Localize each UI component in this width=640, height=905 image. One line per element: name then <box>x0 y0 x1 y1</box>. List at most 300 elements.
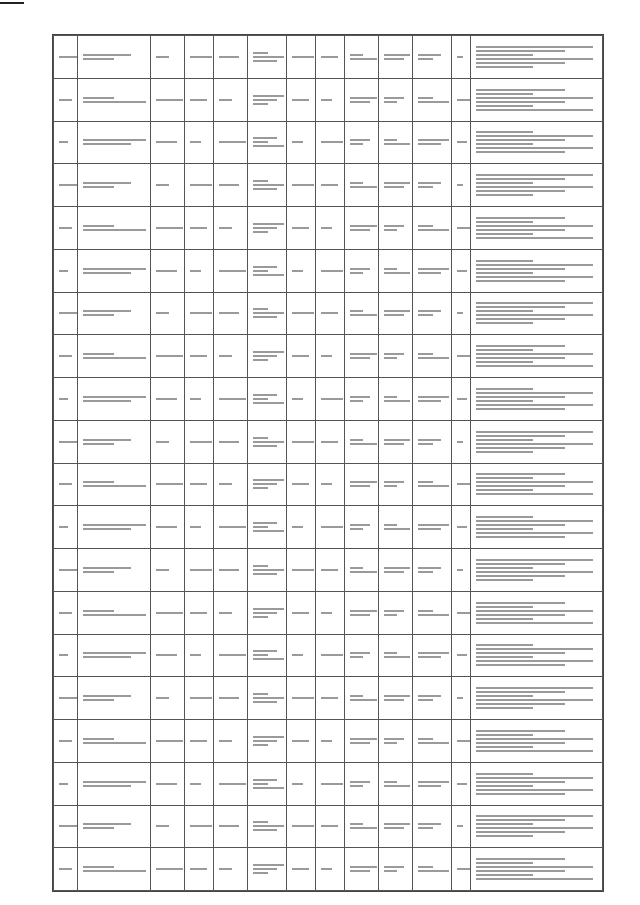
table-cell <box>214 420 248 463</box>
table-cell <box>470 677 602 720</box>
text-placeholder <box>321 783 343 785</box>
table-row <box>54 36 603 79</box>
table-row <box>54 591 603 634</box>
table-cell <box>185 506 214 549</box>
text-placeholder <box>418 656 442 658</box>
text-placeholder <box>321 270 343 272</box>
text-placeholder <box>219 783 246 785</box>
table-cell <box>451 720 470 763</box>
table-cell <box>412 506 451 549</box>
table-cell <box>451 249 470 292</box>
table-cell <box>286 292 315 335</box>
text-placeholder <box>156 740 183 742</box>
text-placeholder <box>83 225 114 227</box>
text-placeholder <box>59 783 68 785</box>
table-cell <box>151 207 185 250</box>
text-placeholder <box>59 569 77 571</box>
table-cell <box>344 249 378 292</box>
text-placeholder <box>384 528 411 530</box>
table-cell <box>78 164 151 207</box>
table-cell <box>378 164 412 207</box>
text-placeholder <box>83 139 146 141</box>
table-cell <box>470 207 602 250</box>
text-placeholder <box>476 489 533 491</box>
table-cell <box>185 335 214 378</box>
text-placeholder <box>476 178 565 180</box>
text-placeholder <box>384 443 404 445</box>
text-placeholder <box>384 823 411 825</box>
table-cell <box>286 848 315 891</box>
text-placeholder <box>476 579 533 581</box>
text-placeholder <box>476 695 533 697</box>
text-placeholder <box>292 56 314 58</box>
table-cell <box>451 335 470 378</box>
table-cell <box>286 762 315 805</box>
text-placeholder <box>321 184 338 186</box>
table-cell <box>344 591 378 634</box>
text-placeholder <box>418 699 433 701</box>
table-cell <box>54 591 78 634</box>
table-cell <box>151 36 185 79</box>
text-placeholder <box>219 740 232 742</box>
text-placeholder <box>350 738 377 740</box>
table-cell <box>248 78 287 121</box>
table-cell <box>315 506 344 549</box>
table-cell <box>344 506 378 549</box>
text-placeholder <box>476 365 593 367</box>
text-placeholder <box>418 186 433 188</box>
table-cell <box>78 420 151 463</box>
table-cell <box>248 463 287 506</box>
text-placeholder <box>457 740 470 742</box>
text-placeholder <box>83 54 131 56</box>
text-placeholder <box>384 310 411 312</box>
text-placeholder <box>292 141 303 143</box>
table-cell <box>451 506 470 549</box>
text-placeholder <box>384 610 404 612</box>
text-placeholder <box>476 268 565 270</box>
table-cell <box>185 249 214 292</box>
table-cell <box>286 677 315 720</box>
text-placeholder <box>253 316 277 318</box>
table-cell <box>151 463 185 506</box>
text-placeholder <box>321 312 338 314</box>
table-cell <box>470 36 602 79</box>
text-placeholder <box>418 58 433 60</box>
text-placeholder <box>384 656 411 658</box>
text-placeholder <box>384 481 404 483</box>
text-placeholder <box>321 398 343 400</box>
text-placeholder <box>476 866 593 868</box>
text-placeholder <box>476 353 593 355</box>
table-cell <box>451 292 470 335</box>
text-placeholder <box>156 483 183 485</box>
text-placeholder <box>476 435 565 437</box>
text-placeholder <box>219 312 239 314</box>
text-placeholder <box>476 143 533 145</box>
table-cell <box>54 805 78 848</box>
table-cell <box>344 549 378 592</box>
table-cell <box>412 378 451 421</box>
text-placeholder <box>476 217 565 219</box>
text-placeholder <box>219 227 232 229</box>
table-cell <box>378 121 412 164</box>
text-placeholder <box>156 868 183 870</box>
text-placeholder <box>292 740 309 742</box>
text-placeholder <box>83 866 114 868</box>
text-placeholder <box>418 870 449 872</box>
text-placeholder <box>350 97 377 99</box>
text-placeholder <box>321 441 338 443</box>
text-placeholder <box>253 103 268 105</box>
table-cell <box>286 207 315 250</box>
table-cell <box>54 549 78 592</box>
text-placeholder <box>476 237 593 239</box>
table-cell <box>451 549 470 592</box>
text-placeholder <box>418 528 442 530</box>
table-cell <box>315 805 344 848</box>
table-cell <box>470 78 602 121</box>
text-placeholder <box>253 308 268 310</box>
text-placeholder <box>350 225 377 227</box>
table-cell <box>78 720 151 763</box>
text-placeholder <box>219 398 246 400</box>
table-cell <box>185 378 214 421</box>
text-placeholder <box>59 141 68 143</box>
text-placeholder <box>321 99 332 101</box>
text-placeholder <box>476 396 565 398</box>
table-cell <box>412 207 451 250</box>
text-placeholder <box>476 567 533 569</box>
table-cell <box>412 420 451 463</box>
text-placeholder <box>156 783 176 785</box>
text-placeholder <box>457 56 463 58</box>
text-placeholder <box>253 188 277 190</box>
text-placeholder <box>384 781 397 783</box>
table-cell <box>470 292 602 335</box>
text-placeholder <box>83 528 131 530</box>
text-placeholder <box>253 60 277 62</box>
text-placeholder <box>476 310 533 312</box>
table-cell <box>378 805 412 848</box>
table-cell <box>248 634 287 677</box>
text-placeholder <box>476 357 565 359</box>
table-cell <box>185 549 214 592</box>
text-placeholder <box>418 738 433 740</box>
table-cell <box>315 378 344 421</box>
text-placeholder <box>190 612 207 614</box>
table-cell <box>214 463 248 506</box>
text-placeholder <box>476 878 593 880</box>
text-placeholder <box>321 141 343 143</box>
text-placeholder <box>253 137 277 139</box>
text-placeholder <box>457 569 463 571</box>
text-placeholder <box>384 571 404 573</box>
table-cell <box>412 249 451 292</box>
text-placeholder <box>253 441 284 443</box>
text-placeholder <box>476 563 565 565</box>
table-cell <box>451 164 470 207</box>
table-cell <box>151 762 185 805</box>
text-placeholder <box>190 99 207 101</box>
table-cell <box>344 36 378 79</box>
table-cell <box>78 207 151 250</box>
text-placeholder <box>59 270 68 272</box>
text-placeholder <box>253 312 284 314</box>
table-cell <box>451 378 470 421</box>
text-placeholder <box>476 750 593 752</box>
text-placeholder <box>384 439 411 441</box>
text-placeholder <box>156 441 169 443</box>
table-cell <box>214 762 248 805</box>
text-placeholder <box>350 656 363 658</box>
table-cell <box>185 848 214 891</box>
table-cell <box>315 249 344 292</box>
text-placeholder <box>253 95 284 97</box>
text-placeholder <box>418 54 442 56</box>
text-placeholder <box>292 697 314 699</box>
text-placeholder <box>418 571 433 573</box>
text-placeholder <box>384 567 411 569</box>
text-placeholder <box>476 571 593 573</box>
table-cell <box>248 549 287 592</box>
table-cell <box>315 78 344 121</box>
text-placeholder <box>476 400 533 402</box>
text-placeholder <box>384 101 397 103</box>
text-placeholder <box>59 612 72 614</box>
text-placeholder <box>418 400 442 402</box>
text-placeholder <box>350 742 370 744</box>
text-placeholder <box>418 481 433 483</box>
text-placeholder <box>350 229 370 231</box>
text-placeholder <box>476 186 593 188</box>
text-placeholder <box>457 868 470 870</box>
table-cell <box>315 420 344 463</box>
text-placeholder <box>418 101 449 103</box>
text-placeholder <box>253 740 277 742</box>
text-placeholder <box>350 485 370 487</box>
table-cell <box>214 249 248 292</box>
text-placeholder <box>384 524 397 526</box>
text-placeholder <box>418 610 433 612</box>
text-placeholder <box>476 182 533 184</box>
text-placeholder <box>253 437 268 439</box>
text-placeholder <box>253 355 277 357</box>
text-placeholder <box>253 394 277 396</box>
table-cell <box>78 249 151 292</box>
text-placeholder <box>476 447 565 449</box>
text-placeholder <box>476 648 593 650</box>
table-cell <box>248 36 287 79</box>
text-placeholder <box>384 186 404 188</box>
text-placeholder <box>476 536 565 538</box>
text-placeholder <box>384 866 404 868</box>
text-placeholder <box>457 612 470 614</box>
text-placeholder <box>476 606 533 608</box>
table-cell <box>214 805 248 848</box>
text-placeholder <box>350 695 363 697</box>
table-cell <box>412 549 451 592</box>
text-placeholder <box>83 143 131 145</box>
text-placeholder <box>457 825 463 827</box>
text-placeholder <box>384 738 404 740</box>
text-placeholder <box>476 131 533 133</box>
text-placeholder <box>350 54 363 56</box>
table-cell <box>248 506 287 549</box>
text-placeholder <box>476 789 593 791</box>
text-placeholder <box>83 695 131 697</box>
table-cell <box>54 463 78 506</box>
text-placeholder <box>321 868 332 870</box>
text-placeholder <box>253 787 284 789</box>
text-placeholder <box>253 530 284 532</box>
text-placeholder <box>253 697 284 699</box>
table-cell <box>344 420 378 463</box>
table-cell <box>451 36 470 79</box>
text-placeholder <box>253 821 268 823</box>
table-cell <box>470 762 602 805</box>
table-cell <box>286 378 315 421</box>
table-cell <box>344 848 378 891</box>
text-placeholder <box>384 485 397 487</box>
text-placeholder <box>253 864 284 866</box>
text-placeholder <box>190 740 207 742</box>
text-placeholder <box>83 571 114 573</box>
table-cell <box>315 36 344 79</box>
text-placeholder <box>219 697 239 699</box>
text-placeholder <box>384 357 397 359</box>
text-placeholder <box>190 526 201 528</box>
text-placeholder <box>476 93 533 95</box>
text-placeholder <box>457 270 467 272</box>
table-cell <box>78 292 151 335</box>
text-placeholder <box>476 190 565 192</box>
text-placeholder <box>83 357 146 359</box>
text-placeholder <box>476 823 533 825</box>
text-placeholder <box>350 443 377 445</box>
text-placeholder <box>418 229 449 231</box>
table-cell <box>185 634 214 677</box>
text-placeholder <box>83 58 114 60</box>
text-placeholder <box>384 827 404 829</box>
text-placeholder <box>190 441 212 443</box>
text-placeholder <box>350 353 377 355</box>
table-cell <box>412 591 451 634</box>
table-cell <box>248 249 287 292</box>
text-placeholder <box>476 691 565 693</box>
table-cell <box>54 249 78 292</box>
text-placeholder <box>83 481 114 483</box>
text-placeholder <box>476 233 533 235</box>
table-cell <box>248 420 287 463</box>
text-placeholder <box>253 658 284 660</box>
text-placeholder <box>219 141 246 143</box>
text-placeholder <box>476 408 565 410</box>
text-placeholder <box>83 443 114 445</box>
table-cell <box>315 762 344 805</box>
table-cell <box>315 463 344 506</box>
table-cell <box>151 78 185 121</box>
table-cell <box>378 591 412 634</box>
text-placeholder <box>219 99 232 101</box>
text-placeholder <box>59 355 72 357</box>
text-placeholder <box>83 823 131 825</box>
text-placeholder <box>350 614 370 616</box>
text-placeholder <box>418 272 442 274</box>
text-placeholder <box>418 866 433 868</box>
table-cell <box>378 335 412 378</box>
text-placeholder <box>83 182 131 184</box>
text-placeholder <box>253 872 268 874</box>
text-placeholder <box>418 485 449 487</box>
table-cell <box>451 78 470 121</box>
text-placeholder <box>350 528 363 530</box>
text-placeholder <box>418 785 442 787</box>
text-placeholder <box>418 357 449 359</box>
text-placeholder <box>321 740 332 742</box>
text-placeholder <box>476 699 593 701</box>
table-cell <box>378 463 412 506</box>
text-placeholder <box>476 493 593 495</box>
text-placeholder <box>350 58 377 60</box>
table-cell <box>286 549 315 592</box>
table-cell <box>185 164 214 207</box>
table-cell <box>286 634 315 677</box>
table-cell <box>78 378 151 421</box>
text-placeholder <box>350 314 377 316</box>
table-cell <box>315 207 344 250</box>
table-cell <box>214 78 248 121</box>
text-placeholder <box>384 143 411 145</box>
table-cell <box>286 164 315 207</box>
table-cell <box>286 335 315 378</box>
table-cell <box>286 420 315 463</box>
text-placeholder <box>190 783 201 785</box>
table-cell <box>185 762 214 805</box>
text-placeholder <box>476 97 593 99</box>
text-placeholder <box>350 272 363 274</box>
text-placeholder <box>59 227 72 229</box>
table-cell <box>185 36 214 79</box>
table-cell <box>214 207 248 250</box>
table-cell <box>378 762 412 805</box>
text-placeholder <box>350 139 370 141</box>
text-placeholder <box>156 184 169 186</box>
table-cell <box>248 335 287 378</box>
text-placeholder <box>476 109 593 111</box>
text-placeholder <box>418 396 449 398</box>
text-placeholder <box>219 569 239 571</box>
text-placeholder <box>476 349 533 351</box>
text-placeholder <box>418 652 449 654</box>
text-placeholder <box>253 693 268 695</box>
table-cell <box>54 164 78 207</box>
table-cell <box>315 848 344 891</box>
text-placeholder <box>253 351 284 353</box>
table-cell <box>248 207 287 250</box>
table-cell <box>412 36 451 79</box>
text-placeholder <box>476 392 593 394</box>
table-row <box>54 78 603 121</box>
scanned-sheet <box>52 34 604 892</box>
text-placeholder <box>476 280 565 282</box>
table-cell <box>451 207 470 250</box>
table-cell <box>470 591 602 634</box>
table-cell <box>248 805 287 848</box>
text-placeholder <box>292 441 314 443</box>
text-placeholder <box>476 314 593 316</box>
text-placeholder <box>476 703 565 705</box>
